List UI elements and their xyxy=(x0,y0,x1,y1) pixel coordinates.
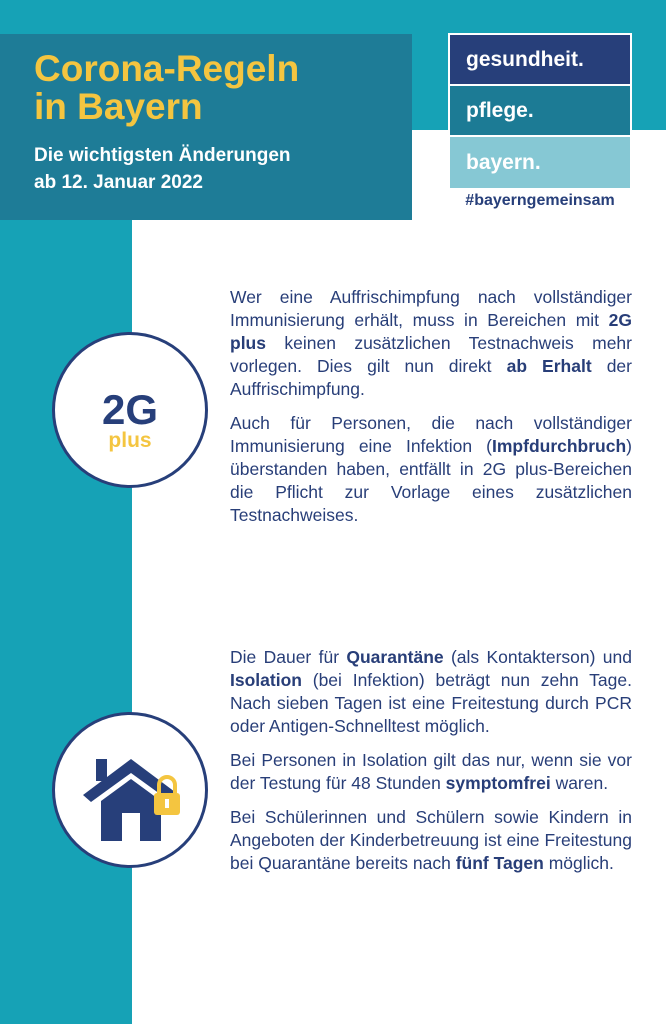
paragraph-duration: Die Dauer für Quarantäne (als Kontakterson) und Isolation (bei Infektion) beträgt nun zehn Tage. Nach sieben Tagen ist eine Freitestung durch PCR oder Antigen-Schnelltest möglich. xyxy=(230,647,632,736)
hashtag: #bayerngemeinsam xyxy=(465,192,615,209)
section-quarantine-text xyxy=(230,646,632,886)
quarantine-badge xyxy=(52,712,208,868)
logo-line-gesundheit: gesundheit. xyxy=(450,35,630,86)
section-2g-plus-text xyxy=(230,286,632,538)
page-subtitle: Die wichtigsten Änderungen ab 12. Januar 2022 xyxy=(34,145,291,193)
paragraph-isolation: Bei Personen in Isolation gilt das nur, wenn sie vor der Testung für 48 Stunden symptomfrei waren. xyxy=(230,750,632,793)
paragraph-booster: Wer eine Auffrischimpfung nach vollständiger Immunisierung erhält, muss in Bereichen mit 2G plus keinen zusätzlichen Testnachweis mehr vorlegen. Dies gilt nun direkt ab Erhalt der Auffrischimpfung. xyxy=(230,287,632,399)
2g-plus-badge xyxy=(52,332,208,488)
badge-2g-label: 2G xyxy=(101,386,159,433)
badge-plus-label: plus xyxy=(108,429,152,452)
paragraph-schools: Bei Schülerinnen und Schülern sowie Kindern in Angeboten der Kinderbetreuung ist eine Freitestung bei Quarantäne bereits nach fünf Tagen möglich. xyxy=(230,807,632,873)
paragraph-breakthrough: Auch für Personen, die nach vollständiger Immunisierung eine Infektion (Impfdurchbruch) überstanden haben, entfällt in 2G plus-Bereichen die Pflicht zur Vorlage eines zusätzlichen Testnachweises. xyxy=(230,413,632,525)
logo-line-bayern: bayern. xyxy=(450,137,630,188)
house-with-lock-icon xyxy=(79,755,187,843)
logo-line-pflege: pflege. xyxy=(450,86,630,137)
title-box xyxy=(0,34,412,220)
ministry-logo xyxy=(448,33,632,190)
page-title: Corona-Regeln in Bayern xyxy=(34,48,300,127)
